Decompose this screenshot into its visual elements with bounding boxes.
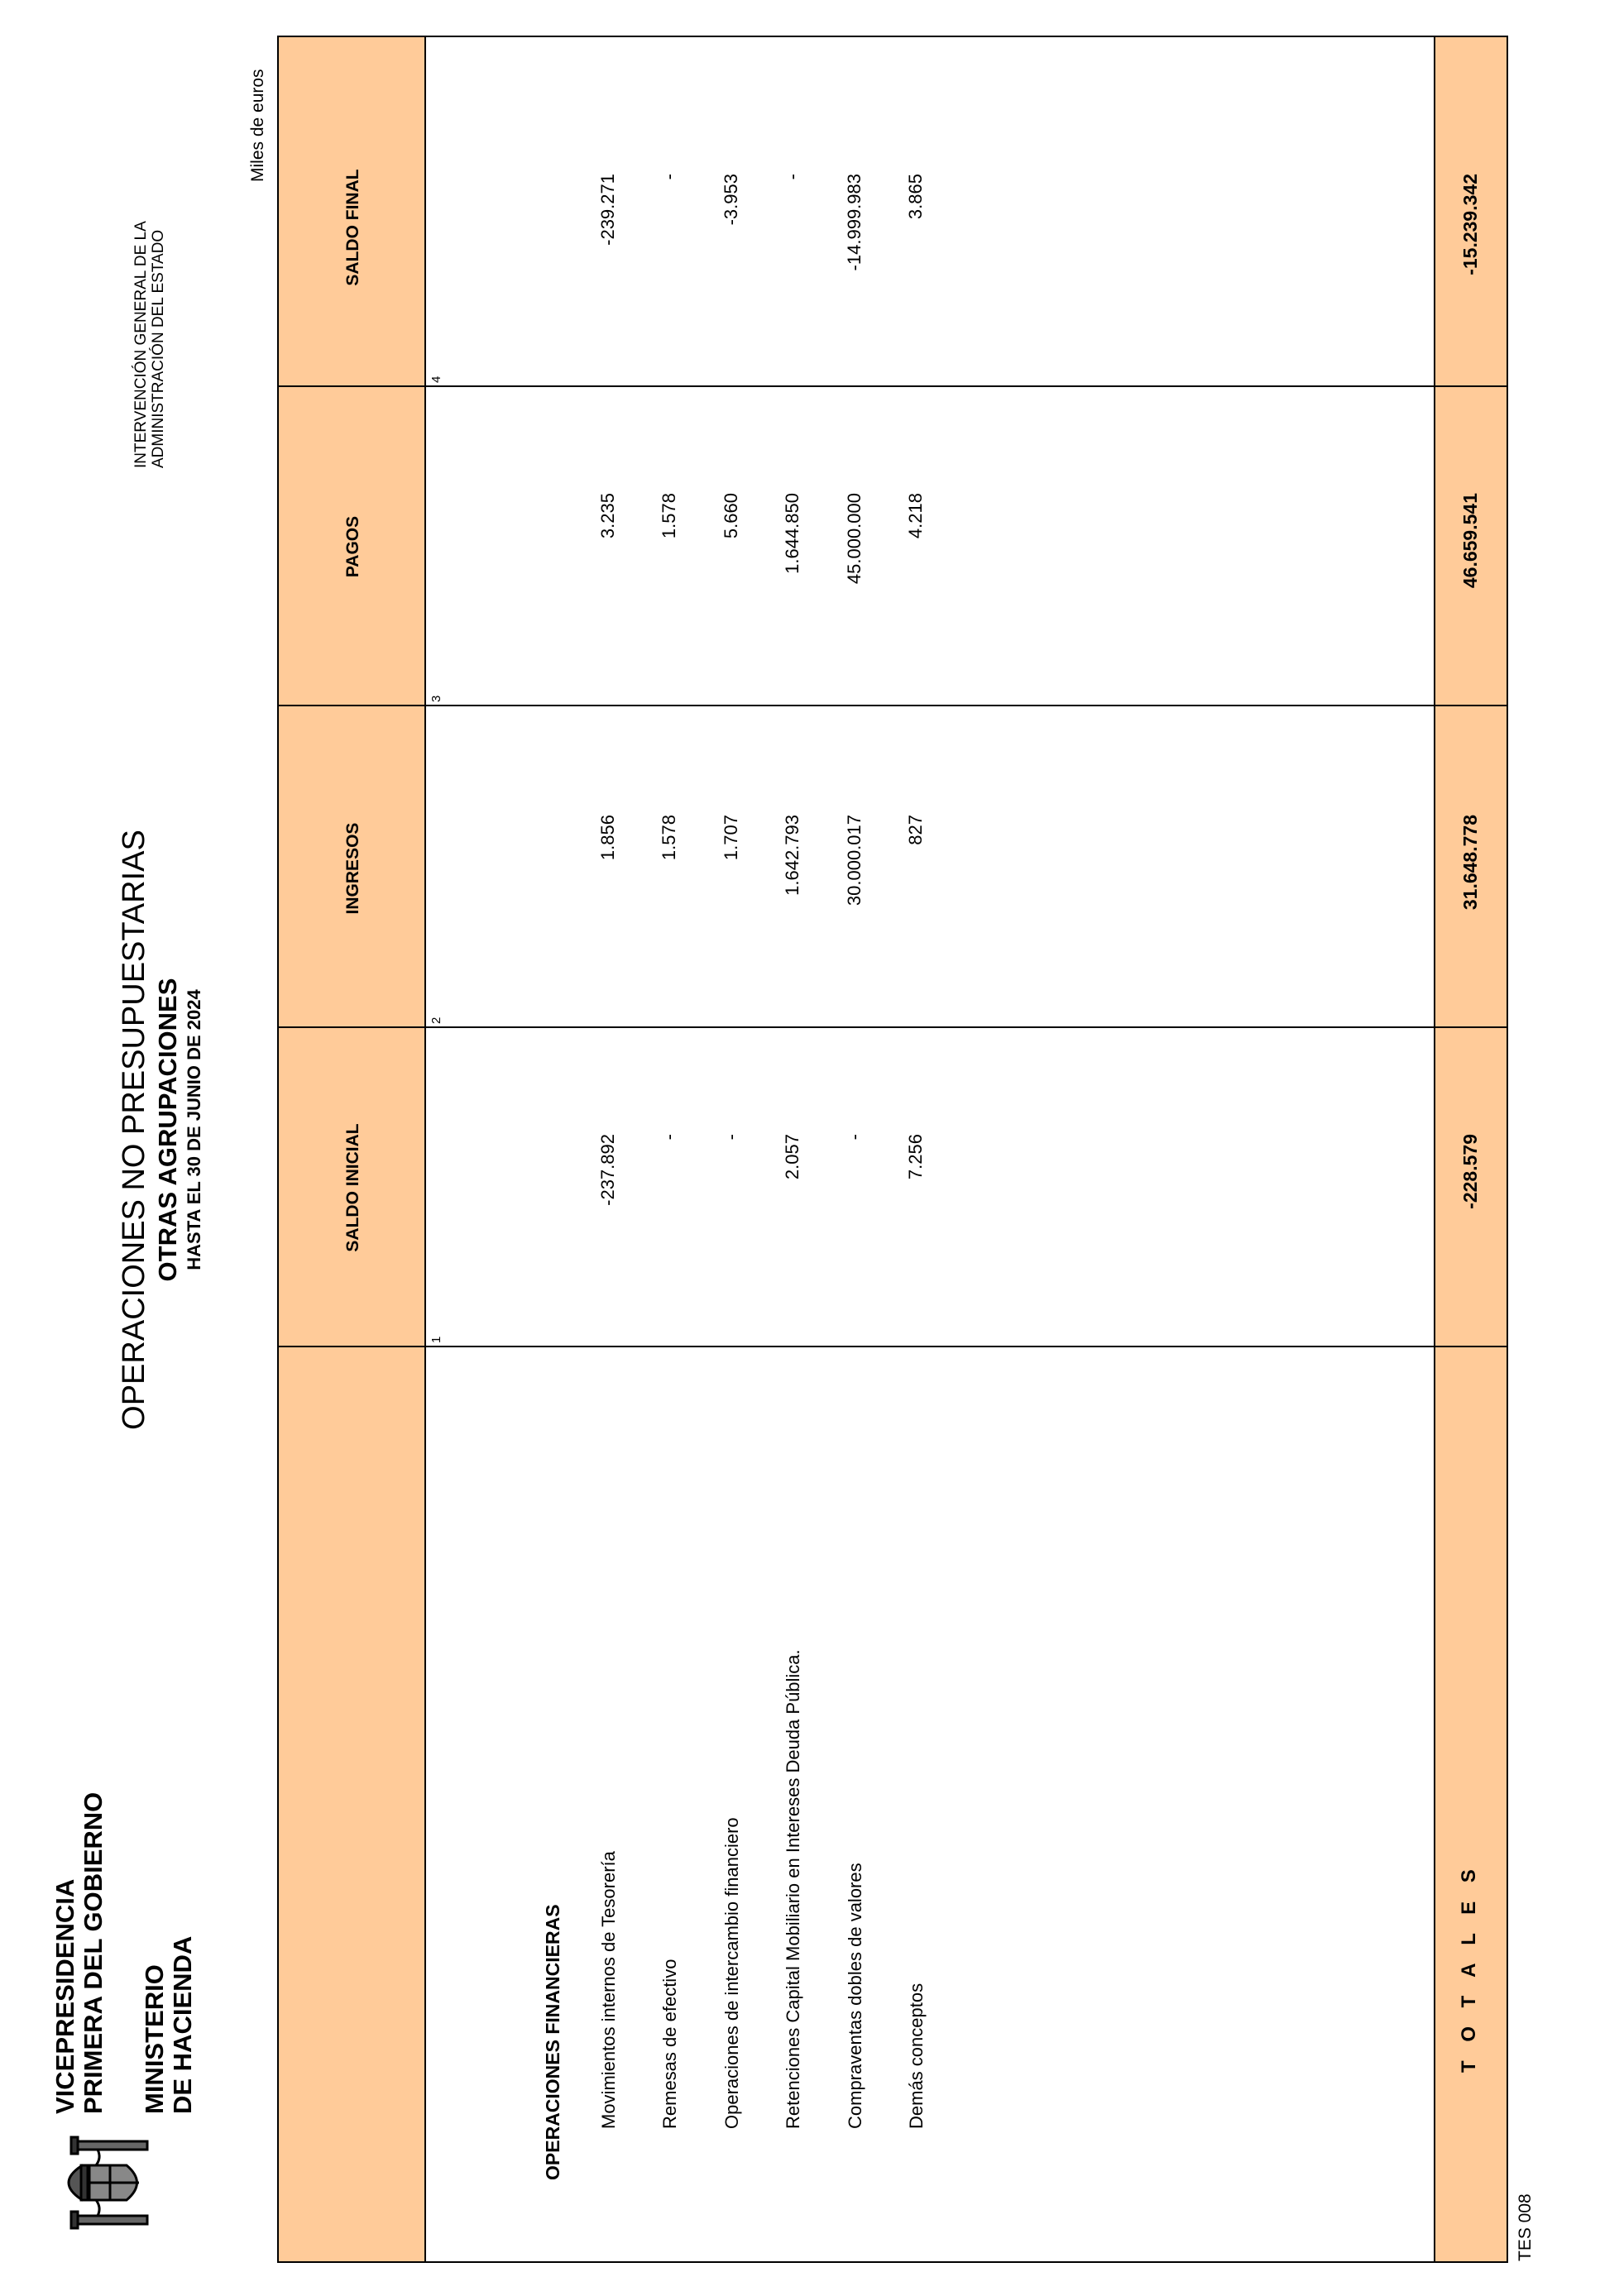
cell-pagos: 1.578 [659,493,679,539]
cell-ingresos: 30.000.017 [844,815,865,906]
units-label: Miles de euros [248,69,267,182]
cell-ingresos: 1.707 [721,815,741,861]
org-line-2: PRIMERA DEL GOBIERNO [79,1791,108,2114]
cell-saldo-inicial: 7.256 [905,1134,926,1180]
cell-saldo-final: -239.271 [597,174,618,246]
column-header-saldo-final: SALDO FINAL [343,169,362,286]
cell-saldo-inicial: 2.057 [782,1134,802,1180]
row-label: Operaciones de intercambio financiero [721,1817,742,2129]
cell-pagos: 5.660 [721,493,741,539]
section-heading: OPERACIONES FINANCIERAS [542,1904,563,2180]
report-period: HASTA EL 30 DE JUNIO DE 2024 [184,989,204,1270]
coat-of-arms-icon [48,2129,156,2236]
column-header-ingresos: INGRESOS [343,822,362,915]
ministry-line-1: MINISTERIO [140,1964,169,2114]
cell-pagos: 3.235 [597,493,618,539]
cell-ingresos: 1.642.793 [782,815,802,896]
totals-label: T O T A L E S [1458,1863,1480,2073]
report-title: OPERACIONES NO PRESUPUESTARIAS [117,830,151,1430]
cell-saldo-inicial: - [844,1134,865,1141]
row-label: Retenciones Capital Mobiliario en Intereses Deuda Pública. [783,1649,803,2129]
row-label: Demás conceptos [906,1983,927,2129]
column-number: 3 [429,695,443,702]
org-line-1: VICEPRESIDENCIA [50,1878,79,2114]
column-header-pagos: PAGOS [343,515,362,578]
cell-saldo-final: 3.865 [905,174,926,220]
column-number: 1 [429,1336,443,1343]
cell-saldo-inicial: -237.892 [597,1134,618,1206]
totals-rule [1434,36,1435,2262]
total-ingresos: 31.648.778 [1459,815,1481,911]
header-rule [424,36,426,2262]
column-rule [278,1346,1507,1347]
cell-ingresos: 827 [905,815,926,845]
ministry-name [141,1936,197,2114]
cell-pagos: 4.218 [905,493,926,539]
cell-ingresos: 1.578 [659,815,679,861]
ministry-line-2: DE HACIENDA [168,1935,197,2114]
organization-name [51,1792,108,2114]
cell-saldo-final: -14.999.983 [844,174,865,271]
table-frame [277,36,1508,2263]
issuer-line-1: INTERVENCIÓN GENERAL DE LA [132,221,150,468]
column-number: 2 [429,1016,443,1024]
cell-ingresos: 1.856 [597,815,618,861]
cell-saldo-final: - [659,174,679,180]
issuer-line-2: ADMINISTRACIÓN DEL ESTADO [150,229,167,468]
row-label: Movimientos internos de Tesorería [598,1851,619,2129]
cell-saldo-final: - [782,174,802,180]
row-label: Compraventas dobles de valores [845,1863,865,2129]
report-title-block [116,758,205,1502]
column-header-saldo-inicial: SALDO INICIAL [343,1123,362,1252]
column-rule [278,385,1507,387]
total-saldo-inicial: -228.579 [1459,1134,1481,1209]
report-subtitle: OTRAS AGRUPACIONES [153,978,182,1282]
row-label: Remesas de efectivo [659,1959,680,2129]
cell-pagos: 1.644.850 [782,493,802,574]
column-number: 4 [429,375,443,383]
issuer-name [132,221,167,468]
total-saldo-final: -15.239.342 [1459,174,1481,275]
document-code: TES 008 [1516,2193,1535,2261]
cell-saldo-inicial: - [659,1134,679,1141]
cell-saldo-inicial: - [721,1134,741,1141]
cell-saldo-final: -3.953 [721,174,741,226]
total-pagos: 46.659.541 [1459,493,1481,589]
cell-pagos: 45.000.000 [844,493,865,585]
column-rule [278,1026,1507,1028]
column-rule [278,705,1507,706]
